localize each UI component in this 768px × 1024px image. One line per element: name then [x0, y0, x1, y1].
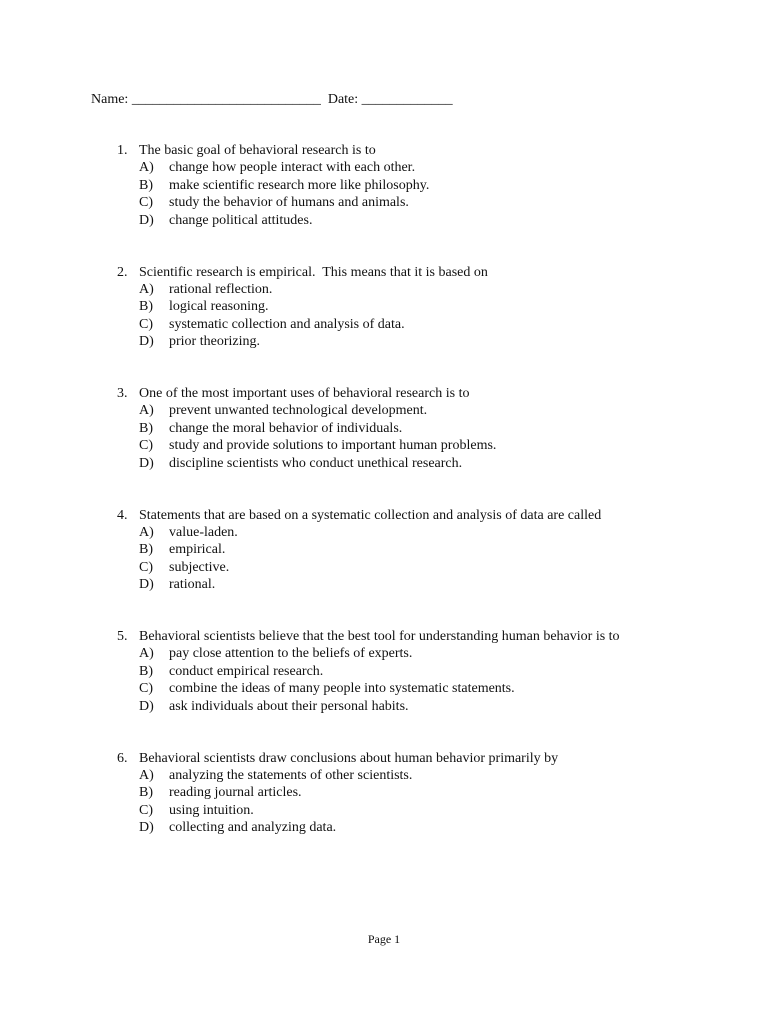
option-text: change how people interact with each other.	[169, 160, 416, 176]
option-text: prior theorizing.	[169, 334, 260, 350]
option-text: change political attitudes.	[169, 212, 313, 228]
option-c[interactable]	[139, 194, 737, 211]
option-a[interactable]	[139, 159, 737, 176]
option-a[interactable]	[139, 645, 737, 662]
question-text: Statements that are based on a systematic collection and analysis of data are called	[139, 507, 602, 523]
option-c[interactable]	[139, 802, 737, 819]
option-letter: D)	[139, 455, 154, 471]
option-letter: C)	[139, 438, 153, 454]
option-text: study and provide solutions to important human problems.	[169, 438, 497, 454]
option-letter: D)	[139, 577, 154, 593]
question-1	[117, 142, 737, 264]
question-list	[117, 142, 737, 871]
option-list	[139, 524, 737, 594]
option-a[interactable]	[139, 402, 737, 419]
option-d[interactable]	[139, 212, 737, 229]
question-stem	[117, 507, 737, 524]
option-letter: A)	[139, 524, 154, 540]
option-text: subjective.	[169, 559, 230, 575]
option-b[interactable]	[139, 663, 737, 680]
option-text: collecting and analyzing data.	[169, 820, 337, 836]
option-letter: A)	[139, 767, 154, 783]
question-text: Behavioral scientists believe that the best tool for understanding human behavior is to	[139, 629, 620, 644]
option-c[interactable]	[139, 316, 737, 333]
option-letter: B)	[139, 177, 153, 193]
question-text: Behavioral scientists draw conclusions about human behavior primarily by	[139, 750, 559, 766]
option-text: discipline scientists who conduct unethical research.	[169, 455, 463, 471]
option-letter: C)	[139, 681, 153, 697]
option-letter: C)	[139, 559, 153, 575]
option-list	[139, 402, 737, 472]
name-blank-line[interactable]: ___________________________	[131, 92, 321, 107]
question-6	[117, 750, 737, 872]
option-text: reading journal articles.	[169, 785, 302, 801]
option-b[interactable]	[139, 298, 737, 315]
option-b[interactable]	[139, 177, 737, 194]
option-letter: C)	[139, 316, 153, 332]
question-number: 4.	[117, 507, 128, 523]
option-b[interactable]	[139, 541, 737, 558]
question-stem	[117, 750, 737, 767]
option-text: ask individuals about their personal habits.	[169, 698, 409, 714]
option-letter: A)	[139, 646, 154, 662]
question-2	[117, 264, 737, 386]
option-text: conduct empirical research.	[169, 663, 324, 679]
option-c[interactable]	[139, 559, 737, 576]
option-letter: B)	[139, 299, 153, 315]
option-b[interactable]	[139, 420, 737, 437]
question-number: 1.	[117, 143, 128, 158]
question-number: 2.	[117, 264, 128, 280]
option-letter: D)	[139, 820, 154, 836]
option-text: empirical.	[169, 542, 226, 558]
option-letter: B)	[139, 420, 153, 436]
option-letter: B)	[139, 542, 153, 558]
option-d[interactable]	[139, 819, 737, 836]
page-number: Page 1	[367, 932, 401, 946]
date-blank-line[interactable]: _____________	[361, 92, 453, 107]
option-text: change the moral behavior of individuals.	[169, 420, 403, 436]
question-number: 5.	[117, 629, 128, 644]
option-letter: D)	[139, 334, 154, 350]
question-stem	[117, 264, 737, 281]
option-letter: D)	[139, 212, 154, 228]
name-date-header	[91, 91, 453, 109]
option-letter: B)	[139, 785, 153, 801]
option-letter: A)	[139, 160, 154, 176]
option-text: pay close attention to the beliefs of experts.	[169, 646, 413, 662]
option-text: study the behavior of humans and animals.	[169, 195, 409, 211]
question-number: 3.	[117, 386, 128, 401]
question-text: The basic goal of behavioral research is to	[139, 143, 376, 158]
option-text: rational reflection.	[169, 281, 273, 297]
option-list	[139, 767, 737, 837]
option-letter: A)	[139, 403, 154, 419]
option-c[interactable]	[139, 680, 737, 697]
option-letter: A)	[139, 281, 154, 297]
question-stem	[117, 628, 737, 645]
option-d[interactable]	[139, 455, 737, 472]
option-letter: D)	[139, 698, 154, 714]
option-text: combine the ideas of many people into systematic statements.	[169, 681, 515, 697]
option-a[interactable]	[139, 524, 737, 541]
option-text: logical reasoning.	[169, 299, 269, 315]
option-list	[139, 645, 737, 715]
question-text: Scientific research is empirical. This means that it is based on	[139, 264, 488, 280]
option-list	[139, 159, 737, 229]
option-text: make scientific research more like philosophy.	[169, 177, 430, 193]
name-label: Name:	[91, 92, 129, 107]
option-d[interactable]	[139, 576, 737, 593]
option-text: prevent unwanted technological development.	[169, 403, 428, 419]
option-b[interactable]	[139, 784, 737, 801]
option-d[interactable]	[139, 333, 737, 350]
option-text: value-laden.	[169, 524, 238, 540]
option-text: analyzing the statements of other scientists.	[169, 767, 413, 783]
option-a[interactable]	[139, 281, 737, 298]
option-c[interactable]	[139, 437, 737, 454]
question-text: One of the most important uses of behavioral research is to	[139, 386, 470, 401]
option-letter: C)	[139, 195, 153, 211]
question-5	[117, 628, 737, 750]
date-label: Date:	[327, 92, 359, 107]
option-text: using intuition.	[169, 802, 254, 818]
option-list	[139, 281, 737, 351]
question-4	[117, 507, 737, 629]
question-stem	[117, 385, 737, 402]
option-text: systematic collection and analysis of data.	[169, 316, 405, 332]
option-text: rational.	[169, 577, 216, 593]
question-stem	[117, 142, 737, 159]
option-a[interactable]	[139, 767, 737, 784]
option-letter: B)	[139, 663, 153, 679]
question-3	[117, 385, 737, 507]
option-letter: C)	[139, 802, 153, 818]
option-d[interactable]	[139, 698, 737, 715]
question-number: 6.	[117, 750, 128, 766]
